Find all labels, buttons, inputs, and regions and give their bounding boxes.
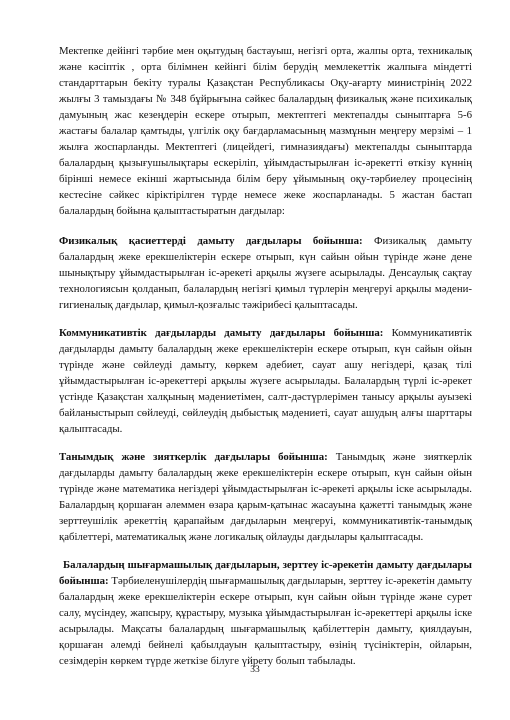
- document-page: [59, 43, 472, 669]
- intro-paragraph: Мектепке дейінгі тәрбие мен оқытудың бастауыш, негізгі орта, жалпы орта, техникалық және кәсіптік , орта білімнен кейінгі білім берудің мемлекеттік жалпыға міндетті стандарттарын бекіту туралы Қазақстан Республикасы Оқу-ағарту министрінің 2022 жылғы 3 тамыздағы № 348 бұйрығына сәйкес балалардың физикалық және психикалық дамуының жас кезеңдерін ескере отырып, мектептегі мектепалды сыныптарға 5-6 жастағы балалар қамтыды, үлгілік оқу бағдарламасының мазмұнын меңгеру мерзімі – 1 жылға жоспарланды. Мектептегі (лицейдегі, гимназиядағы) мектепалды сыныптарда балалардың қызығушылықтары ескеріліп, ұйымдастырылған іс-әрекетті өткізу күннің бірінші немесе екінші жартысында білім беру ұйымының оқу-тәрбиелеу процесінің кестесіне сәйкес кіріктірілген түрде немесе жеке жоспарланады. 5 жастан бастап балалардың бойына қалыптастыратын дағдылар:: [59, 45, 472, 217]
- section-text-cognitive: Танымдық және зияткерлік дағдыларды дамыту балалардың жеке ерекшеліктерін ескере отырып, күн сайын ойын түрінде және математика негіздері ұйымдастырылған іс-әрекеті арқылы іске асырылады. Балалардың қоршаған әлеммен өзара қарым-қатынас жасауына қажетті танымдық және зерттеушілік әрекеттің қарапайым дағдыларын меңгеруі, коммуникативтік-танымдық қабілеттері, математикалық және логикалық ойлауды дағдылары қалыптасады.: [59, 451, 472, 543]
- section-text-physical: Физикалық дамыту балалардың жеке ерекшеліктерін ескере отырып, күн сайын ойын түрінде және дене шынықтыру ұйымдастырылған іс-әрекеті арқылы жүзеге асырылады. Денсаулық сақтау технологиясын қолданып, балалардың негізгі қимыл түрлерін меңгеруі арқылы мәдени-гигиеналық дағдылар, қимыл-қозғалыс тәжірибесі қалыптасады.: [59, 235, 472, 311]
- page-number: 33: [250, 665, 260, 675]
- section-heading-physical: Физикалық қасиеттерді дамыту дағдылары бойынша:: [59, 235, 363, 247]
- section-heading-communicative: Коммуникативтік дағдыларды дамыту дағдылары бойынша:: [59, 327, 384, 339]
- section-creative: [59, 557, 472, 669]
- section-text-creative: Тәрбиеленушілердің шығармашылық дағдыларын, зерттеу іс-әрекетін дамыту балалардың жеке ерекшеліктерін ескере отырып, күн сайын ойын түрінде және сурет салу, мүсіндеу, жапсыру, құрастыру, музыка ұйымдастырылған іс-әрекеттері арқылы іске асырылады. Мақсаты балалардың шығармашылық қабілеттерін дамыту, қиялдауын, қоршаған әлемді бейнелі қабылдауын қалыптастыру, өзінің түсініктерін, ойларын, сезімдерін көркем түрде жеткізе білуге үйрету болып табылады.: [59, 575, 472, 667]
- section-communicative: [59, 325, 472, 437]
- section-cognitive: [59, 449, 472, 545]
- section-heading-creative: Балалардың шығармашылық дағдыларын, зерттеу іс-әрекетін дамыту дағдылары бойынша:: [59, 559, 472, 587]
- section-physical: [59, 233, 472, 313]
- section-heading-cognitive: Танымдық және зияткерлік дағдылары бойынша:: [59, 451, 328, 463]
- section-text-communicative: Коммуникативтік дағдыларды дамыту балалардың жеке ерекшеліктерін ескере отырып, күн сайын ойын түрінде және сөйлеуді дамыту, көркем әдебиет, сауат ашу негіздері, қазақ тілі ұйымдастырылған іс-әрекеттері арқылы жүзеге асырылады. Балалардың түрлі іс-әрекет үстінде Қазақстан халқының мәдениетімен, салт-дәстүрлерімен танысу арқылы ауызекі байланыстырып сөйлеуді, сөйлеудің дыбыстық мәдениеті, сауат ашудың алғы шарттары қалыптасады.: [59, 327, 472, 435]
